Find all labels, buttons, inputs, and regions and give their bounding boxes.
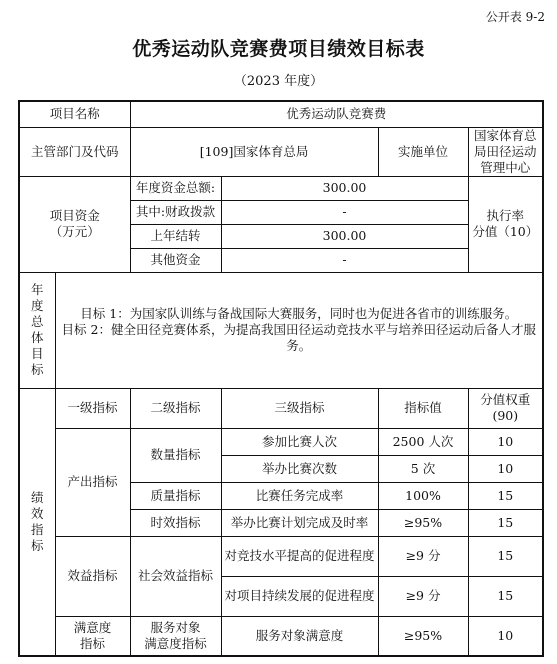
performance-goal-table	[18, 100, 544, 657]
row-department	[19, 127, 543, 176]
label-other-funds: 其他资金	[130, 248, 221, 272]
weight-cell: 15	[468, 576, 543, 616]
perf-char: 效	[30, 505, 44, 521]
level3-cell: 对竞技水平提高的促进程度	[221, 536, 378, 576]
row-annual-goal	[19, 272, 543, 388]
weight-cell: 10	[468, 428, 543, 455]
goal-item: 目标 2：健全田径竞赛体系，为提高我国田径运动竞技水平与培养田径运动后备人才服务。	[61, 322, 536, 353]
header-level2: 二级指标	[130, 388, 221, 428]
level2-quality: 质量指标	[130, 482, 221, 509]
performance-table-frame	[18, 100, 542, 660]
document-code: 公开表 9-2	[485, 10, 545, 24]
value-cell: 5 次	[378, 455, 468, 482]
annual-goal-char: 体	[30, 330, 44, 345]
value-impl-unit: 国家体育总局田径运动管理中心	[468, 127, 543, 176]
row-annual-total	[19, 176, 543, 200]
level3-cell: 对项目持续发展的促进程度	[221, 576, 378, 616]
level1-benefit: 效益指标	[55, 536, 130, 616]
label-annual-goal	[19, 272, 55, 388]
label-funds-line2: （万元）	[49, 224, 100, 239]
table-row	[19, 616, 543, 656]
table-row	[19, 428, 543, 455]
level3-cell: 举办比赛次数	[221, 455, 378, 482]
label-exec-rate	[468, 176, 543, 272]
header-weight	[468, 388, 543, 428]
weight-cell: 15	[468, 482, 543, 509]
perf-char: 指	[30, 521, 44, 537]
level3-cell: 参加比赛人次	[221, 428, 378, 455]
level3-cell: 比赛任务完成率	[221, 482, 378, 509]
annual-goal-char: 总	[30, 314, 44, 329]
weight-cell: 15	[468, 509, 543, 536]
value-cell: ≥9 分	[378, 576, 468, 616]
label-funds-line1: 项目资金	[49, 208, 100, 223]
value-cell: ≥95%	[378, 509, 468, 536]
label-funds	[19, 176, 130, 272]
label-exec-rate-line1: 执行率	[486, 208, 525, 223]
annual-goal-char: 目	[30, 346, 44, 361]
annual-goal-char: 年	[30, 282, 44, 297]
level3-cell: 举办比赛计划完成及时率	[221, 509, 378, 536]
row-project-name	[19, 101, 543, 127]
label-impl-unit: 实施单位	[378, 127, 468, 176]
label-performance-indicators	[19, 388, 55, 656]
value-cell: ≥95%	[378, 616, 468, 656]
level2-service-satisfaction	[130, 616, 221, 656]
perf-char: 绩	[30, 489, 44, 505]
value-cell: 100%	[378, 482, 468, 509]
table-row	[19, 536, 543, 576]
level2-service-line1: 服务对象	[150, 619, 201, 635]
level1-satisfaction-line2: 指标	[80, 635, 106, 651]
header-weight-line1: 分值权重	[480, 392, 531, 407]
level1-output: 产出指标	[55, 428, 130, 536]
value-carryover: 300.00	[221, 224, 468, 248]
value-fiscal: -	[221, 200, 468, 224]
value-project-name: 优秀运动队竞赛费	[130, 101, 543, 127]
weight-cell: 10	[468, 455, 543, 482]
level2-quantity: 数量指标	[130, 428, 221, 482]
value-other-funds: -	[221, 248, 468, 272]
label-carryover: 上年结转	[130, 224, 221, 248]
label-exec-rate-line2: 分值（10）	[472, 224, 539, 239]
header-level1: 一级指标	[55, 388, 130, 428]
value-department: [109]国家体育总局	[130, 127, 378, 176]
label-department: 主管部门及代码	[19, 127, 130, 176]
level1-satisfaction	[55, 616, 130, 656]
goal-item: 目标 1：为国家队训练与备战国际大赛服务，同时也为促进各省市的训练服务。	[80, 306, 518, 321]
header-weight-line2: (90)	[492, 408, 519, 423]
value-cell: ≥9 分	[378, 536, 468, 576]
label-project-name: 项目名称	[19, 101, 130, 127]
label-annual-total: 年度资金总额:	[130, 176, 221, 200]
header-value: 指标值	[378, 388, 468, 428]
row-indicator-header	[19, 388, 543, 428]
level2-service-line2: 满意度指标	[144, 635, 207, 651]
weight-cell: 15	[468, 536, 543, 576]
value-cell: 2500 人次	[378, 428, 468, 455]
value-annual-total: 300.00	[221, 176, 468, 200]
level2-social: 社会效益指标	[130, 536, 221, 616]
header-level3: 三级指标	[221, 388, 378, 428]
level1-satisfaction-line1: 满意度	[73, 619, 112, 635]
level3-cell: 服务对象满意度	[221, 616, 378, 656]
weight-cell: 10	[468, 616, 543, 656]
page-title: 优秀运动队竞赛费项目绩效目标表	[132, 38, 425, 60]
annual-goal-char: 度	[30, 298, 44, 313]
annual-goal-char: 标	[30, 362, 44, 377]
label-fiscal: 其中:财政拨款	[130, 200, 221, 224]
perf-char: 标	[30, 537, 44, 553]
level2-timeliness: 时效指标	[130, 509, 221, 536]
fiscal-year: （2023 年度）	[233, 74, 324, 89]
annual-goal-text	[55, 272, 543, 388]
